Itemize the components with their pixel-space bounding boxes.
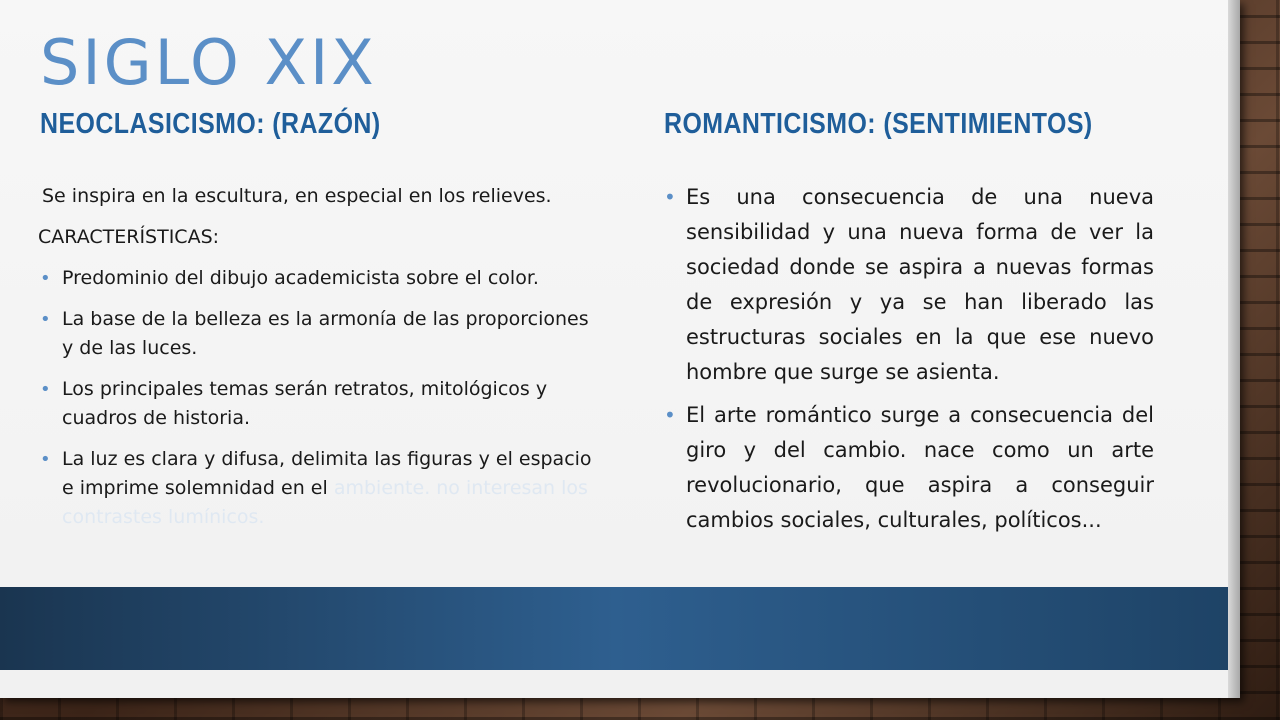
list-item [38,305,598,363]
bullet-icon: • [40,449,51,470]
bullet-icon: • [40,309,51,330]
bullet-icon: • [40,379,51,400]
bullet-text: La luz es clara y difusa, delimita las figuras y el espacio e imprime solemnidad en el [62,448,592,499]
right-column [664,180,1154,546]
list-item [664,398,1154,538]
bullet-text: La base de la belleza es la armonía de las proporciones y de las luces. [62,308,589,359]
bullet-icon: • [664,403,676,427]
slide-frame-edge [1228,0,1240,698]
right-heading: ROMANTICISMO: (SENTIMIENTOS) [664,108,1093,140]
intro-text: Se inspira en la escultura, en especial en los relieves. [42,185,552,207]
list-item [38,375,598,433]
bullet-icon: • [664,185,676,209]
characteristics-label: CARACTERÍSTICAS: [38,226,220,248]
slide-title: SIGLO XIX [40,26,377,99]
list-item [38,264,598,293]
bullet-text: Los principales temas serán retratos, mitológicos y cuadros de historia. [62,378,548,429]
bullet-text: El arte romántico surge a consecuencia del giro y del cambio. nace como un arte revolucionario, que aspira a conseguir cambios sociales, culturales, políticos... [686,403,1154,532]
blue-band [0,587,1230,670]
left-column [38,182,598,544]
left-heading: NEOCLASICISMO: (RAZÓN) [40,108,381,140]
bullet-icon: • [40,268,51,289]
list-item [38,445,598,532]
left-bullet-list [38,264,598,532]
bullet-text-over-band: ambiente. no interesan los contrastes lumínicos. [62,477,588,528]
right-bullet-list [664,180,1154,538]
list-item [664,180,1154,390]
bullet-text: Es una consecuencia de una nueva sensibilidad y una nueva forma de ver la sociedad donde se aspira a nuevas formas de expresión y ya se han liberado las estructuras sociales en la que ese nuevo hombre que surge se asienta. [686,185,1154,384]
bullet-text: Predominio del dibujo academicista sobre el color. [62,267,539,289]
